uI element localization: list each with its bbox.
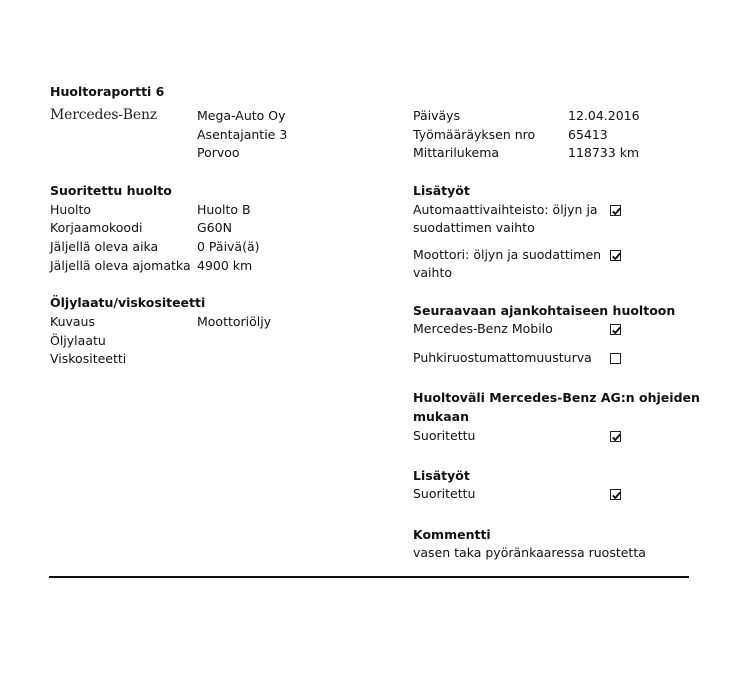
extra-work-heading: Lisätyöt [413,183,470,198]
oil-row-label: Viskositeetti [50,351,127,366]
extra-work-item-line: Moottori: öljyn ja suodattimen [413,247,602,262]
service-row-value: Huolto B [197,202,251,217]
checkmark-icon [611,206,622,217]
checkmark-icon [611,251,622,262]
extra-work-checkbox-checked[interactable] [610,250,621,261]
dealer-street: Asentajantie 3 [197,127,288,142]
extra-work2-heading: Lisätyöt [413,468,470,483]
rust-warranty-checkbox-unchecked[interactable] [610,353,621,364]
extra-work-item-line: Automaattivaihteisto: öljyn ja [413,202,598,217]
interval-heading-cont: mukaan [413,409,470,424]
comment-heading: Kommentti [413,527,491,542]
next-service-item-label: Puhkiruostumattomuusturva [413,350,592,365]
order-number-label: Työmääräyksen nro [413,127,536,142]
service-heading: Suoritettu huolto [50,183,172,198]
mobilo-checkbox-checked[interactable] [610,324,621,335]
service-row-label: Jäljellä oleva ajomatka [50,258,191,273]
bottom-divider [49,576,689,578]
report-title: Huoltoraportti 6 [50,84,165,99]
extra-work2-status-label: Suoritettu [413,486,476,501]
odometer-value: 118733 km [568,145,640,160]
service-row-label: Korjaamokoodi [50,220,143,235]
date-value: 12.04.2016 [568,108,640,123]
extra-work-item-line: suodattimen vaihto [413,220,535,235]
dealer-city: Porvoo [197,145,240,160]
checkmark-icon [611,432,622,443]
service-row-value: G60N [197,220,232,235]
checkmark-icon [611,490,622,501]
next-service-heading: Seuraavaan ajankohtaiseen huoltoon [413,303,676,318]
service-row-value: 0 Päivä(ä) [197,239,260,254]
date-label: Päiväys [413,108,461,123]
interval-checkbox-checked[interactable] [610,431,621,442]
odometer-label: Mittarilukema [413,145,500,160]
interval-heading: Huoltoväli Mercedes-Benz AG:n ohjeiden [413,390,700,405]
dealer-name: Mega-Auto Oy [197,108,286,123]
extra-work2-checkbox-checked[interactable] [610,489,621,500]
oil-row-value: Moottoriöljy [197,314,272,329]
interval-status-label: Suoritettu [413,428,476,443]
checkmark-icon [611,325,622,336]
service-row-label: Huolto [50,202,91,217]
service-row-label: Jäljellä oleva aika [50,239,159,254]
order-number-value: 65413 [568,127,608,142]
mercedes-benz-logo: Mercedes-Benz [50,107,157,123]
comment-text: vasen taka pyöränkaaressa ruostetta [413,545,646,560]
oil-row-label: Öljylaatu [50,333,106,348]
oil-row-label: Kuvaus [50,314,95,329]
extra-work-checkbox-checked[interactable] [610,205,621,216]
next-service-item-label: Mercedes-Benz Mobilo [413,321,553,336]
extra-work-item-line: vaihto [413,265,453,280]
oil-heading: Öljylaatu/viskositeetti [50,295,206,310]
service-row-value: 4900 km [197,258,253,273]
